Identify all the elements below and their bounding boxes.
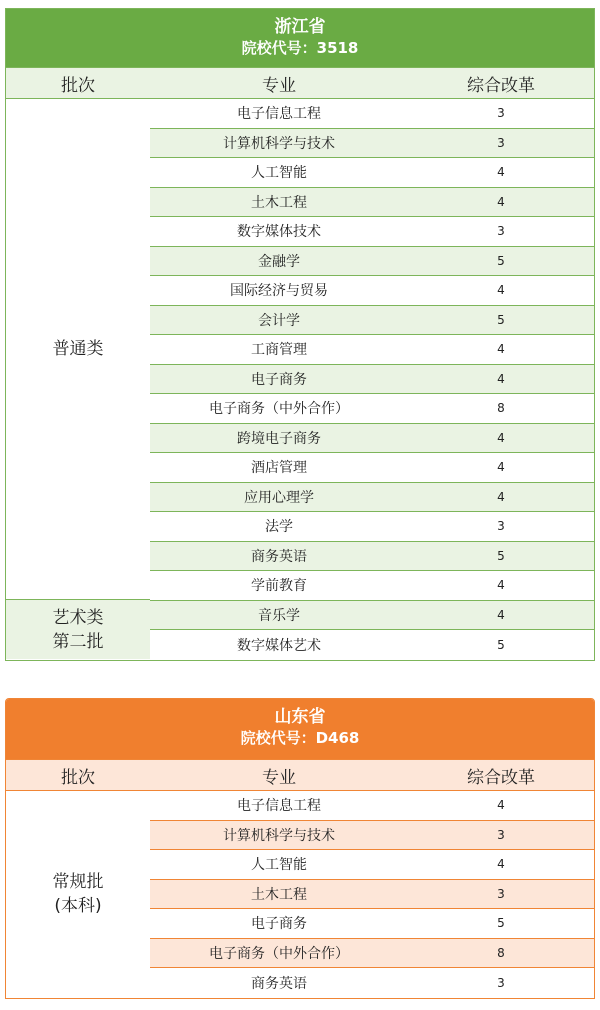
table-row [150, 247, 594, 277]
table-row [150, 601, 594, 631]
header-batch: 批次 [61, 75, 95, 96]
reform-count-cell: 4 [497, 430, 505, 445]
batch-column [6, 791, 150, 998]
header-batch: 批次 [61, 767, 95, 788]
major-cell: 学前教育 [251, 578, 307, 595]
major-cell: 人工智能 [251, 165, 307, 182]
table-row [150, 571, 594, 601]
table-row [150, 909, 594, 939]
reform-count-cell: 5 [497, 916, 505, 931]
table-row [150, 512, 594, 542]
header-major: 专业 [262, 75, 296, 96]
province-title: 浙江省 [274, 17, 326, 37]
table-row [150, 129, 594, 159]
major-cell: 电子商务（中外合作） [209, 945, 349, 962]
table-row [150, 880, 594, 910]
table-row [150, 939, 594, 969]
major-cell: 应用心理学 [244, 489, 314, 506]
table-row [150, 424, 594, 454]
table-row [150, 850, 594, 880]
batch-label-line1: 艺术类 [52, 607, 104, 628]
major-cell: 电子商务 [251, 371, 307, 388]
zhejiang-table-body [6, 99, 594, 660]
table-header [6, 67, 594, 99]
table-row [150, 335, 594, 365]
reform-count-cell: 4 [497, 342, 505, 357]
major-cell: 电子信息工程 [237, 106, 321, 123]
table-row [150, 968, 594, 998]
batch-cell-general: 普通类 [6, 99, 150, 600]
zhejiang-card [5, 8, 595, 661]
reform-count-cell: 3 [497, 106, 505, 121]
zhejiang-rows [150, 99, 594, 660]
reform-count-cell: 3 [497, 519, 505, 534]
shandong-rows [150, 791, 594, 998]
table-row [150, 821, 594, 851]
reform-count-cell: 4 [497, 607, 505, 622]
major-cell: 商务英语 [251, 548, 307, 565]
reform-count-cell: 8 [497, 945, 505, 960]
table-header [6, 759, 594, 791]
table-row [150, 217, 594, 247]
major-cell: 数字媒体技术 [237, 224, 321, 241]
batch-cell-regular [6, 791, 150, 997]
reform-count-cell: 3 [497, 975, 505, 990]
reform-count-cell: 4 [497, 578, 505, 593]
reform-count-cell: 4 [497, 194, 505, 209]
major-cell: 计算机科学与技术 [223, 135, 335, 152]
major-cell: 电子信息工程 [237, 798, 321, 815]
shandong-table-body [6, 791, 594, 998]
reform-count-cell: 5 [497, 312, 505, 327]
reform-count-cell: 3 [497, 827, 505, 842]
reform-count-cell: 5 [497, 637, 505, 652]
batch-column [6, 99, 150, 660]
table-row [150, 542, 594, 572]
table-row [150, 365, 594, 395]
reform-count-cell: 4 [497, 371, 505, 386]
table-row [150, 791, 594, 821]
batch-cell-art [6, 600, 150, 659]
major-cell: 跨境电子商务 [237, 430, 321, 447]
table-row [150, 630, 594, 660]
reform-count-cell: 4 [497, 798, 505, 813]
reform-count-cell: 5 [497, 548, 505, 563]
major-cell: 计算机科学与技术 [223, 827, 335, 844]
major-cell: 电子商务 [251, 916, 307, 933]
batch-label-line2: 第二批 [52, 631, 104, 652]
reform-count-cell: 4 [497, 857, 505, 872]
shandong-card [5, 698, 595, 999]
shandong-banner [6, 699, 594, 759]
header-major: 专业 [262, 767, 296, 788]
header-reform: 综合改革 [467, 75, 535, 96]
major-cell: 金融学 [258, 253, 300, 270]
table-row [150, 276, 594, 306]
reform-count-cell: 4 [497, 460, 505, 475]
batch-label-line2: (本科) [54, 896, 102, 916]
table-row [150, 188, 594, 218]
major-cell: 国际经济与贸易 [230, 283, 328, 300]
reform-count-cell: 4 [497, 283, 505, 298]
table-row [150, 158, 594, 188]
major-cell: 酒店管理 [251, 460, 307, 477]
school-code: 院校代号：3518 [241, 39, 359, 57]
school-code: 院校代号：D468 [240, 729, 360, 747]
reform-count-cell: 4 [497, 165, 505, 180]
reform-count-cell: 8 [497, 401, 505, 416]
major-cell: 商务英语 [251, 975, 307, 992]
major-cell: 音乐学 [258, 607, 300, 624]
table-row [150, 99, 594, 129]
major-cell: 法学 [265, 519, 293, 536]
reform-count-cell: 3 [497, 135, 505, 150]
table-row [150, 394, 594, 424]
major-cell: 人工智能 [251, 857, 307, 874]
major-cell: 会计学 [258, 312, 300, 329]
header-reform: 综合改革 [467, 767, 535, 788]
batch-label-line1: 常规批 [52, 872, 104, 892]
table-row [150, 306, 594, 336]
table-row [150, 453, 594, 483]
major-cell: 土木工程 [251, 886, 307, 903]
major-cell: 数字媒体艺术 [237, 637, 321, 654]
major-cell: 电子商务（中外合作） [209, 401, 349, 418]
table-row [150, 483, 594, 513]
province-title: 山东省 [274, 707, 326, 727]
zhejiang-banner [6, 9, 594, 67]
major-cell: 工商管理 [251, 342, 307, 359]
reform-count-cell: 5 [497, 253, 505, 268]
reform-count-cell: 4 [497, 489, 505, 504]
major-cell: 土木工程 [251, 194, 307, 211]
reform-count-cell: 3 [497, 224, 505, 239]
reform-count-cell: 3 [497, 886, 505, 901]
